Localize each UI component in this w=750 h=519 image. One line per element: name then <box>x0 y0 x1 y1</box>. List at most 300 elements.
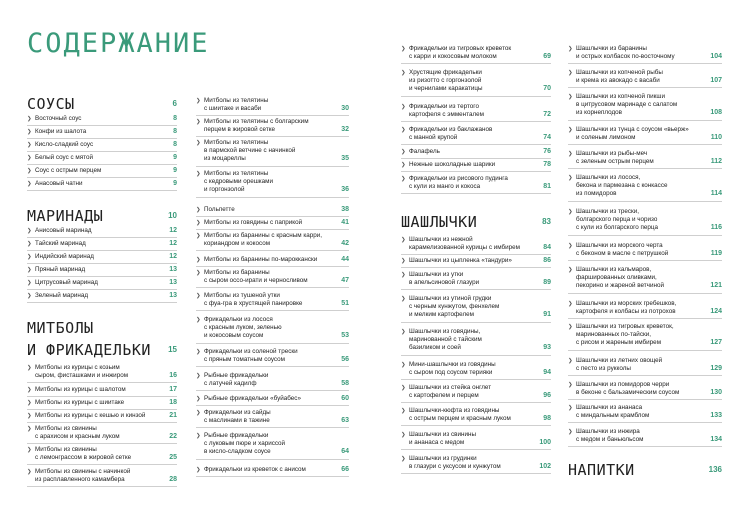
chevron-right-icon: ❯ <box>401 432 406 438</box>
divider <box>401 254 551 255</box>
toc-entry-page: 63 <box>341 417 349 425</box>
divider <box>568 375 722 376</box>
toc-entry-title: Индийский маринад <box>35 253 94 260</box>
toc-entry[interactable] <box>568 174 722 199</box>
divider <box>568 422 722 423</box>
chevron-right-icon: ❯ <box>27 129 32 135</box>
toc-entry-page: 47 <box>341 277 349 285</box>
chevron-right-icon: ❯ <box>568 358 573 364</box>
divider <box>196 459 349 460</box>
toc-entry[interactable] <box>568 357 722 373</box>
toc-entry[interactable] <box>401 431 551 447</box>
toc-entry-title: Шашлычки из грудинки в глазури с уксусом и кунжутом <box>409 455 501 471</box>
toc-entry-page: 89 <box>543 279 551 287</box>
toc-entry[interactable] <box>27 115 177 123</box>
chevron-right-icon: ❯ <box>27 447 32 453</box>
divider <box>401 402 551 403</box>
divider <box>568 144 722 145</box>
divider <box>196 216 349 217</box>
toc-entry-page: 130 <box>710 389 722 397</box>
toc-entry-title: Рыбные фрикадельки с латучей кадилф <box>204 372 269 388</box>
toc-entry[interactable] <box>196 269 349 285</box>
toc-entry-title: Фрикадельки из баклажанов с манной крупой <box>409 126 493 142</box>
toc-entry-title: Шашлычки из свинины и ананаса с медом <box>409 431 476 447</box>
toc-entry-page: 13 <box>169 266 177 273</box>
toc-entry[interactable] <box>401 103 551 119</box>
chevron-right-icon: ❯ <box>27 280 32 286</box>
toc-entry-page: 124 <box>710 308 722 316</box>
toc-entry-title: Шашлычки из копченой рыбы и крема из авокадо с васаби <box>576 69 663 85</box>
toc-entry-page: 107 <box>710 77 722 85</box>
divider <box>27 151 177 152</box>
chevron-right-icon: ❯ <box>401 408 406 414</box>
section-title-text: ШАШЛЫЧКИ <box>401 213 478 231</box>
chevron-right-icon: ❯ <box>196 293 201 299</box>
chevron-right-icon: ❯ <box>27 469 32 475</box>
chevron-right-icon: ❯ <box>27 426 32 432</box>
divider <box>568 399 722 400</box>
toc-entry[interactable] <box>196 292 349 308</box>
toc-entry[interactable] <box>27 128 177 136</box>
toc-entry-title: Кисло-сладкий соус <box>35 141 94 148</box>
chevron-right-icon: ❯ <box>196 270 201 276</box>
toc-entry-page: 41 <box>341 219 349 226</box>
toc-entry-page: 93 <box>543 344 551 352</box>
toc-entry-title: Шашлычки из тунца с соусом «вьерж» и соленым лимоном <box>576 126 689 142</box>
toc-entry[interactable] <box>27 253 177 261</box>
chevron-right-icon: ❯ <box>27 387 32 393</box>
section-title-text: НАПИТКИ <box>568 461 635 479</box>
toc-entry[interactable] <box>401 455 551 471</box>
chevron-right-icon: ❯ <box>568 243 573 249</box>
chevron-right-icon: ❯ <box>27 181 32 187</box>
toc-entry-title: Шашлычки из говядины, маринованной с тайским базиликом и соей <box>409 328 482 352</box>
chevron-right-icon: ❯ <box>568 301 573 307</box>
toc-entry[interactable] <box>401 126 551 142</box>
toc-entry-title: Митболы из телятины в пармской ветчине с начинкой из моцареллы <box>204 139 296 163</box>
toc-entry-page: 9 <box>173 154 177 161</box>
toc-entry-title: Митболы из баранины с сыром оссо-ирати и черносливом <box>204 269 308 285</box>
toc-entry-title: Шашлычки из копченой пикши в цитрусовом маринаде с салатом из корнеплодов <box>576 93 678 117</box>
divider <box>401 322 551 323</box>
toc-entry-page: 13 <box>169 279 177 286</box>
toc-entry-page: 25 <box>169 454 177 462</box>
page-title: СОДЕРЖАНИЕ <box>27 28 210 59</box>
toc-entry[interactable] <box>568 428 722 444</box>
divider <box>27 164 177 165</box>
chevron-right-icon: ❯ <box>401 127 406 133</box>
chevron-right-icon: ❯ <box>401 329 406 335</box>
toc-entry-page: 8 <box>173 115 177 122</box>
chevron-right-icon: ❯ <box>401 46 406 52</box>
divider <box>196 427 349 428</box>
chevron-right-icon: ❯ <box>196 410 201 416</box>
toc-entry-title: Митболы из свинины с арахисом и красным луком <box>35 425 120 441</box>
chevron-right-icon: ❯ <box>401 272 406 278</box>
toc-entry-page: 64 <box>341 448 349 456</box>
toc-entry[interactable] <box>196 139 349 164</box>
divider <box>401 425 551 426</box>
toc-entry-page: 86 <box>543 257 551 264</box>
toc-entry-title: Митболы из баранины с красным карри, кориандром и кокосом <box>204 232 322 248</box>
toc-entry-title: Фрикадельки из тертого картофеля с эмменталем <box>409 103 484 119</box>
chevron-right-icon: ❯ <box>196 171 201 177</box>
toc-entry[interactable] <box>196 348 349 364</box>
toc-entry[interactable] <box>27 468 177 484</box>
toc-entry-title: Шашлычки из рыбы-меч с зеленым острым перцем <box>576 150 654 166</box>
toc-entry[interactable] <box>401 257 551 265</box>
toc-entry[interactable] <box>568 126 722 142</box>
toc-entry-page: 42 <box>341 240 349 248</box>
divider <box>568 318 722 319</box>
toc-entry-page: 51 <box>341 300 349 308</box>
toc-entry[interactable] <box>568 266 722 291</box>
divider <box>196 310 349 311</box>
chevron-right-icon: ❯ <box>401 162 406 168</box>
toc-entry[interactable] <box>27 386 177 394</box>
toc-entry-page: 100 <box>539 439 551 447</box>
chevron-right-icon: ❯ <box>568 70 573 76</box>
toc-entry-title: Митболы из свинины с начинкой из расплавленного камамбера <box>35 468 131 484</box>
chevron-right-icon: ❯ <box>401 70 406 76</box>
section-title-skewers <box>401 214 551 231</box>
toc-entry-page: 116 <box>710 224 722 232</box>
toc-entry-page: 12 <box>169 240 177 247</box>
chevron-right-icon: ❯ <box>27 267 32 273</box>
chevron-right-icon: ❯ <box>196 433 201 439</box>
toc-entry-page: 60 <box>341 395 349 402</box>
toc-entry[interactable] <box>401 328 551 353</box>
toc-entry-page: 78 <box>543 161 551 168</box>
divider <box>196 115 349 116</box>
toc-entry-title: Фалафель <box>409 148 440 155</box>
toc-entry-page: 12 <box>169 253 177 260</box>
chevron-right-icon: ❯ <box>401 296 406 302</box>
chevron-right-icon: ❯ <box>401 456 406 462</box>
toc-entry[interactable] <box>196 256 349 264</box>
divider <box>27 190 177 191</box>
toc-entry[interactable] <box>401 161 551 169</box>
toc-entry[interactable] <box>196 232 349 248</box>
toc-entry[interactable] <box>196 466 349 474</box>
chevron-right-icon: ❯ <box>401 149 406 155</box>
section-title-marinades <box>27 208 177 225</box>
toc-entry[interactable] <box>568 45 722 61</box>
chevron-right-icon: ❯ <box>27 241 32 247</box>
toc-entry-page: 17 <box>169 386 177 393</box>
toc-entry-page: 98 <box>543 415 551 423</box>
section-title-meatballs-line-1 <box>27 320 177 337</box>
divider <box>196 266 349 267</box>
chevron-right-icon: ❯ <box>568 127 573 133</box>
toc-entry-title: Шашлычки из инжира с медом и баньюльсом <box>576 428 644 444</box>
section-page-number: 83 <box>542 217 551 226</box>
toc-entry-page: 108 <box>710 109 722 117</box>
toc-entry-title: Митболы из телятины с шиитаке и васаби <box>204 97 269 113</box>
section-title-text: МИТБОЛЫ <box>27 319 94 337</box>
toc-entry[interactable] <box>27 292 177 300</box>
toc-entry-page: 9 <box>173 167 177 174</box>
divider <box>568 201 722 202</box>
toc-entry[interactable] <box>27 266 177 274</box>
divider <box>27 138 177 139</box>
toc-entry-title: Шашлычки из цыпленка «тандури» <box>409 257 512 264</box>
toc-entry-title: Митболы из курицы с шалотом <box>35 386 126 393</box>
toc-entry-page: 32 <box>341 126 349 134</box>
divider <box>27 382 177 383</box>
toc-entry[interactable] <box>401 361 551 377</box>
divider <box>568 168 722 169</box>
toc-entry-title: Анаcовый чатни <box>35 180 83 187</box>
toc-entry[interactable] <box>27 227 177 235</box>
chevron-right-icon: ❯ <box>568 429 573 435</box>
section-page-number: 10 <box>168 211 177 220</box>
divider <box>401 289 551 290</box>
toc-entry[interactable] <box>568 300 722 316</box>
toc-entry-page: 134 <box>710 436 722 444</box>
chevron-right-icon: ❯ <box>27 413 32 419</box>
chevron-right-icon: ❯ <box>196 349 201 355</box>
toc-entry-title: Шашлычки из стейка онглет с картофелем и перцем <box>409 384 492 400</box>
chevron-right-icon: ❯ <box>568 94 573 100</box>
chevron-right-icon: ❯ <box>401 104 406 110</box>
toc-entry[interactable] <box>401 384 551 400</box>
toc-entry[interactable] <box>401 45 551 61</box>
toc-entry-title: Фрикадельки из креветок с анисом <box>204 466 306 473</box>
toc-entry[interactable] <box>401 148 551 156</box>
toc-entry-page: 74 <box>543 134 551 142</box>
toc-entry-page: 8 <box>173 141 177 148</box>
toc-entry-title: Рыбные фрикадельки с луковым пюре и харисcой в кисло-сладком соусе <box>204 432 286 456</box>
toc-entry[interactable] <box>401 175 551 191</box>
chevron-right-icon: ❯ <box>27 228 32 234</box>
toc-entry[interactable] <box>27 399 177 407</box>
toc-entry[interactable] <box>27 412 177 420</box>
toc-entry[interactable] <box>568 323 722 348</box>
toc-entry[interactable] <box>401 236 551 252</box>
divider <box>401 63 551 64</box>
toc-entry[interactable] <box>568 69 722 85</box>
chevron-right-icon: ❯ <box>401 362 406 368</box>
toc-entry[interactable] <box>568 150 722 166</box>
toc-entry[interactable] <box>196 316 349 341</box>
toc-entry[interactable] <box>27 279 177 287</box>
toc-entry[interactable] <box>27 141 177 149</box>
toc-entry-title: Белый соус с мятой <box>35 154 93 161</box>
section-title-text: СОУСЫ <box>27 95 75 113</box>
toc-entry-page: 8 <box>173 128 177 135</box>
divider <box>196 343 349 344</box>
chevron-right-icon: ❯ <box>196 317 201 323</box>
toc-entry-page: 56 <box>341 356 349 364</box>
toc-entry[interactable] <box>568 242 722 258</box>
chevron-right-icon: ❯ <box>568 267 573 273</box>
toc-entry[interactable] <box>568 404 722 420</box>
toc-entry-title: Митболы из курицы с козьим сыром, фисташками и инжиром <box>35 364 129 380</box>
toc-entry-page: 110 <box>710 134 722 142</box>
chevron-right-icon: ❯ <box>196 220 201 226</box>
section-title-drinks <box>568 462 722 479</box>
chevron-right-icon: ❯ <box>196 396 201 402</box>
toc-entry-title: Нежные шоколадные шарики <box>409 161 496 168</box>
toc-entry[interactable] <box>568 208 722 233</box>
divider <box>401 158 551 159</box>
toc-entry-title: Зеленый маринад <box>35 292 89 299</box>
toc-entry-title: Фрикадельки из лосося с красным луком, зеленью и кокосовым соусом <box>204 316 282 340</box>
toc-entry[interactable] <box>27 446 177 462</box>
chevron-right-icon: ❯ <box>568 324 573 330</box>
toc-entry-title: Конфи из шалота <box>35 128 87 135</box>
toc-entry-page: 30 <box>341 105 349 113</box>
chevron-right-icon: ❯ <box>27 116 32 122</box>
divider <box>196 166 349 167</box>
chevron-right-icon: ❯ <box>196 467 201 473</box>
toc-entry[interactable] <box>196 219 349 227</box>
toc-entry-page: 76 <box>543 148 551 155</box>
toc-entry-page: 91 <box>543 311 551 319</box>
toc-entry[interactable] <box>401 69 551 94</box>
toc-entry-page: 66 <box>341 466 349 473</box>
toc-entry-title: Шашлычки из морских гребешков, картофеля и колбасы из потрохов <box>576 300 677 316</box>
toc-entry-page: 94 <box>543 369 551 377</box>
toc-entry[interactable] <box>196 409 349 425</box>
chevron-right-icon: ❯ <box>27 168 32 174</box>
divider <box>568 293 722 294</box>
divider <box>196 287 349 288</box>
divider <box>27 276 177 277</box>
divider <box>27 443 177 444</box>
toc-entry-page: 69 <box>543 53 551 61</box>
chevron-right-icon: ❯ <box>196 257 201 263</box>
toc-entry-title: Фрикадельки из соленой трески с пряным томатным соусом <box>204 348 298 364</box>
toc-entry[interactable] <box>196 206 349 214</box>
toc-entry-page: 21 <box>169 412 177 419</box>
toc-entry-title: Митболы из курицы с шиитаке <box>35 399 125 406</box>
toc-entry[interactable] <box>401 295 551 320</box>
toc-entry-title: Шашлычки из помидоров черри в беконе с бальзамическим соусом <box>576 381 680 397</box>
toc-entry-title: Шашлычки из лосося, бекона и пармезана с конкассе из помидоров <box>576 174 668 198</box>
toc-entry-title: Фрикадельки из сайды с маслинами в тажине <box>204 409 271 425</box>
toc-entry-page: 114 <box>710 190 722 198</box>
toc-entry-page: 9 <box>173 180 177 187</box>
toc-entry[interactable] <box>568 93 722 118</box>
toc-entry-title: Пряный маринад <box>35 266 86 273</box>
divider <box>401 473 551 474</box>
toc-entry[interactable] <box>27 364 177 380</box>
toc-entry-page: 36 <box>341 186 349 194</box>
divider <box>27 464 177 465</box>
chevron-right-icon: ❯ <box>568 209 573 215</box>
toc-entry[interactable] <box>401 271 551 287</box>
toc-entry-title: Фрикадельки из тигровых креветок с карри и кокосовым молоком <box>409 45 512 61</box>
chevron-right-icon: ❯ <box>568 382 573 388</box>
toc-entry-title: Митболы из телятины с болгарским перцем в жировой сетке <box>204 118 309 134</box>
toc-entry[interactable] <box>27 240 177 248</box>
section-title-sauces <box>27 96 177 113</box>
toc-entry-title: Митболы из тушеной утки с фуа-гра в хрустящей панировке <box>204 292 303 308</box>
toc-entry[interactable] <box>196 170 349 195</box>
divider <box>568 87 722 88</box>
chevron-right-icon: ❯ <box>401 237 406 243</box>
divider <box>27 486 177 487</box>
divider <box>401 193 551 194</box>
toc-entry[interactable] <box>27 154 177 162</box>
toc-entry[interactable] <box>27 425 177 441</box>
divider <box>401 96 551 97</box>
chevron-right-icon: ❯ <box>196 140 201 146</box>
toc-entry-page: 18 <box>169 399 177 406</box>
toc-entry-page: 104 <box>710 53 722 61</box>
toc-entry[interactable] <box>196 372 349 388</box>
divider <box>401 355 551 356</box>
toc-entry-page: 12 <box>169 227 177 234</box>
divider <box>27 396 177 397</box>
toc-entry-title: Соус с острым перцем <box>35 167 102 174</box>
toc-entry-page: 70 <box>543 85 551 93</box>
chevron-right-icon: ❯ <box>27 155 32 161</box>
section-title-text: МАРИНАДЫ <box>27 207 104 225</box>
toc-entry-page: 127 <box>710 339 722 347</box>
toc-entry-title: Польпетте <box>204 206 235 213</box>
chevron-right-icon: ❯ <box>196 98 201 104</box>
toc-entry-title: Шашлычки из трески, болгарского перца и чоризо с кули из болгарского перца <box>576 208 659 232</box>
divider <box>568 446 722 447</box>
toc-entry-page: 38 <box>341 206 349 213</box>
toc-entry-page: 84 <box>543 244 551 252</box>
toc-entry-title: Хрустящие фрикадельки из ризотто с горгонзолой и чернилами каракатицы <box>409 69 483 93</box>
divider <box>196 476 349 477</box>
toc-entry-page: 58 <box>341 380 349 388</box>
toc-entry-page: 13 <box>169 292 177 299</box>
toc-entry-title: Шашлычки из тигровых креветок, маринованных по-тайски, с рисом и жареным имбирем <box>576 323 674 347</box>
section-title-meatballs-line-2 <box>27 342 177 359</box>
toc-entry[interactable] <box>568 381 722 397</box>
toc-entry[interactable] <box>196 118 349 134</box>
toc-entry-title: Шашлычки из морского черта с беконом в масле с петрушкой <box>576 242 669 258</box>
chevron-right-icon: ❯ <box>568 46 573 52</box>
divider <box>401 267 551 268</box>
toc-entry-page: 16 <box>169 372 177 380</box>
divider <box>568 63 722 64</box>
divider <box>27 289 177 290</box>
toc-entry[interactable] <box>196 432 349 457</box>
toc-entry-page: 22 <box>169 433 177 441</box>
section-page-number: 6 <box>172 99 177 108</box>
toc-entry-page: 53 <box>341 332 349 340</box>
toc-entry-page: 44 <box>341 256 349 263</box>
chevron-right-icon: ❯ <box>27 293 32 299</box>
toc-entry[interactable] <box>27 167 177 175</box>
toc-entry-page: 81 <box>543 183 551 191</box>
toc-entry-title: Шашлычки из утиной грудки с черным кунжутом, фенхелем и мелким картофелем <box>409 295 500 319</box>
section-page-number: 136 <box>708 465 722 474</box>
divider <box>27 302 177 303</box>
divider <box>401 449 551 450</box>
divider <box>196 390 349 391</box>
divider <box>27 250 177 251</box>
toc-entry[interactable] <box>196 97 349 113</box>
toc-entry-page: 96 <box>543 392 551 400</box>
divider <box>27 263 177 264</box>
toc-entry-title: Шашлычки из кальмаров, фаршированных оливками, пекорино и жареной ветчиной <box>576 266 664 290</box>
toc-entry-title: Тайский маринад <box>35 240 86 247</box>
toc-entry[interactable] <box>27 180 177 188</box>
divider <box>568 350 722 351</box>
toc-entry-title: Шашлычки из утки в апельсиновой глазури <box>409 271 480 287</box>
toc-entry[interactable] <box>401 407 551 423</box>
chevron-right-icon: ❯ <box>401 385 406 391</box>
toc-entry[interactable] <box>196 395 349 403</box>
